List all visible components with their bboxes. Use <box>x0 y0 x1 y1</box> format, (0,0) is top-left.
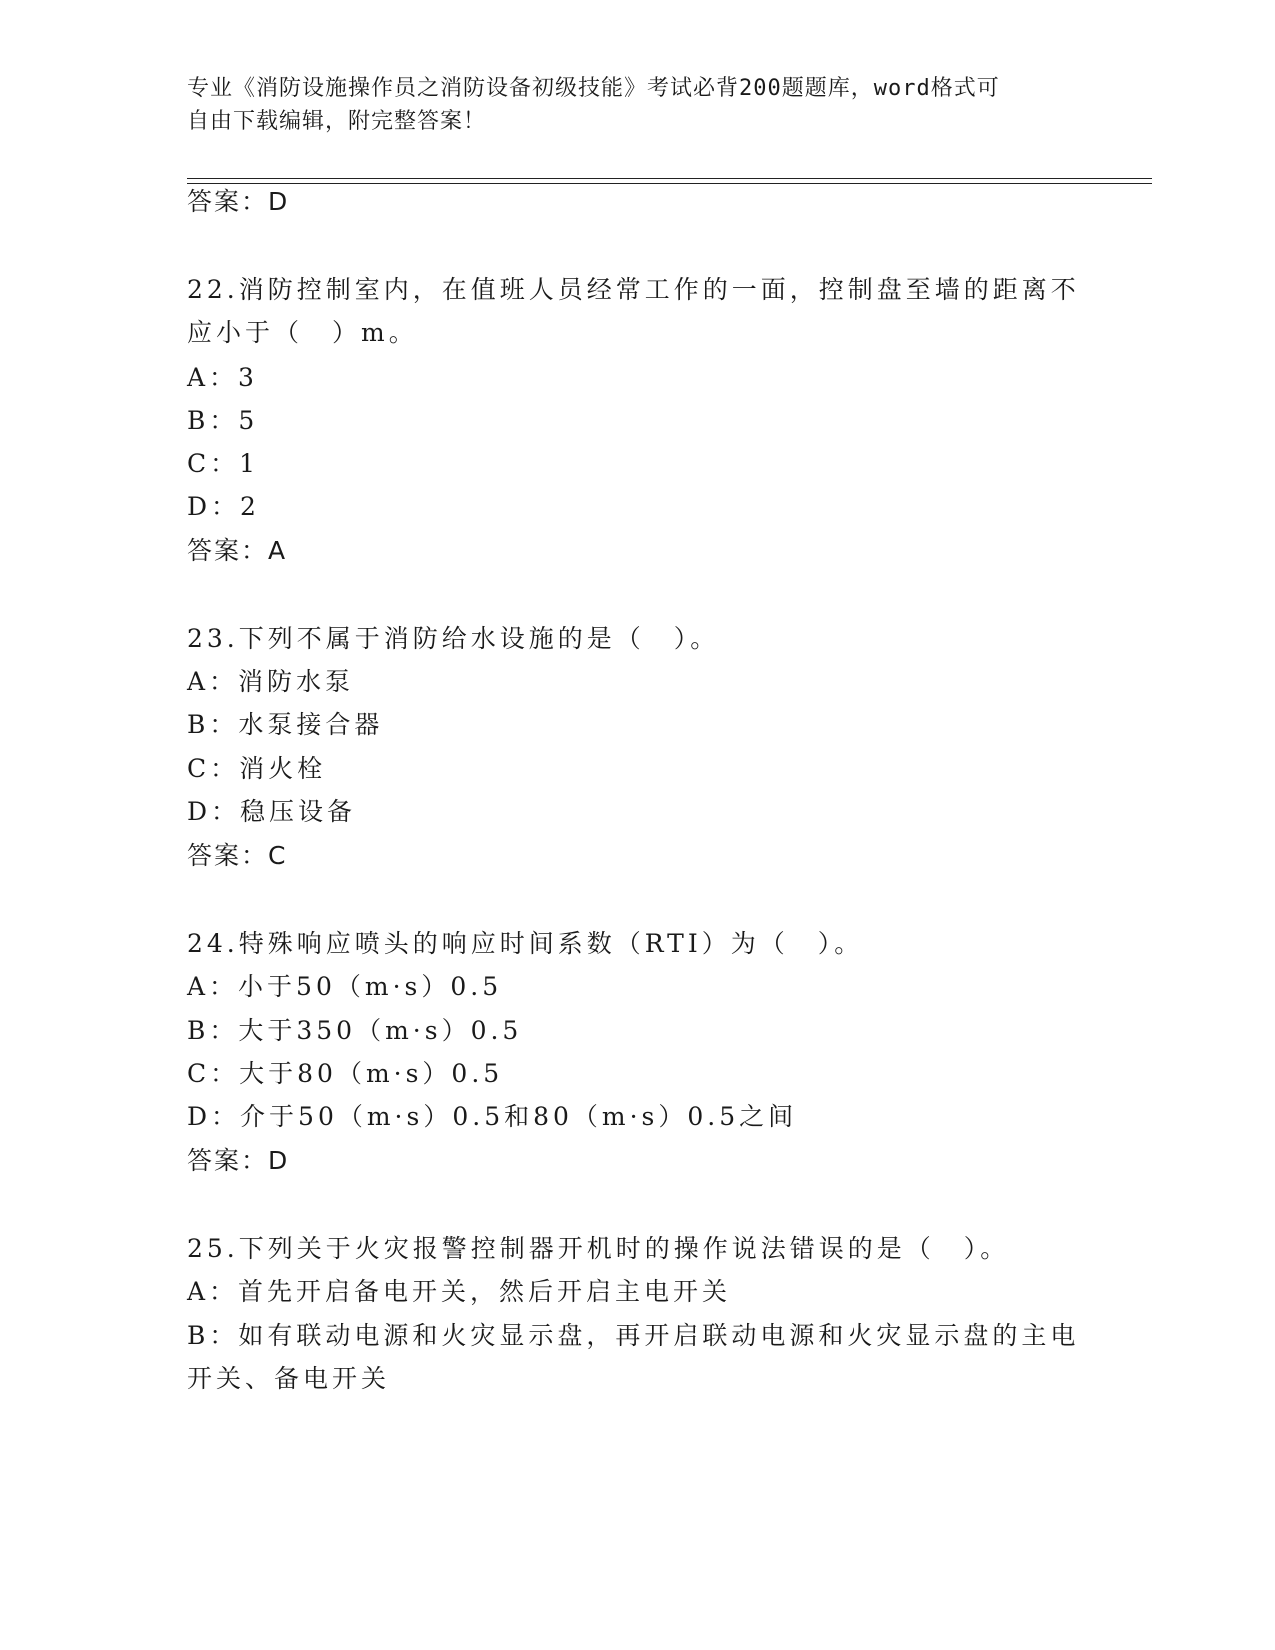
question-22-option-c: C：1 <box>187 449 260 478</box>
answer-24: 答案：D <box>187 1146 290 1175</box>
question-24-option-b: B：大于350（m·s）0.5 <box>187 1016 523 1045</box>
header-line-1: 专业《消防设施操作员之消防设备初级技能》考试必背200题题库，word格式可 <box>187 76 1000 101</box>
question-22-stem-line-1: 22.消防控制室内，在值班人员经常工作的一面，控制盘至墙的距离不 <box>187 275 1080 304</box>
header-divider <box>187 178 1152 184</box>
question-22-option-a: A：3 <box>187 363 258 392</box>
answer-23: 答案：C <box>187 841 288 870</box>
question-22-option-b: B：5 <box>187 406 259 435</box>
header-line-2: 自由下载编辑，附完整答案！ <box>187 109 487 134</box>
answer-21: 答案：D <box>187 187 290 216</box>
question-23-option-b: B：水泵接合器 <box>187 710 384 739</box>
question-24-option-c: C：大于80（m·s）0.5 <box>187 1059 504 1088</box>
answer-22: 答案：A <box>187 536 288 565</box>
question-23-stem: 23.下列不属于消防给水设施的是（ ）。 <box>187 624 720 653</box>
question-24-stem: 24.特殊响应喷头的响应时间系数（RTI）为（ ）。 <box>187 929 864 958</box>
question-25-stem: 25.下列关于火灾报警控制器开机时的操作说法错误的是（ ）。 <box>187 1234 1010 1263</box>
question-22-option-d: D：2 <box>187 492 260 521</box>
question-24-option-a: A：小于50（m·s）0.5 <box>187 972 503 1001</box>
question-23-option-c: C：消火栓 <box>187 754 327 783</box>
question-23-option-d: D：稳压设备 <box>187 797 357 826</box>
document-header <box>187 72 1067 138</box>
question-25-option-b-continued: 开关、备电开关 <box>187 1364 391 1393</box>
question-22-stem-line-2: 应小于（ ）m。 <box>187 318 418 347</box>
question-25-option-b: B：如有联动电源和火灾显示盘，再开启联动电源和火灾显示盘的主电 <box>187 1321 1080 1350</box>
question-23-option-a: A：消防水泵 <box>187 667 355 696</box>
question-25-option-a: A：首先开启备电开关，然后开启主电开关 <box>187 1277 732 1306</box>
question-24-option-d: D：介于50（m·s）0.5和80（m·s）0.5之间 <box>187 1102 798 1131</box>
